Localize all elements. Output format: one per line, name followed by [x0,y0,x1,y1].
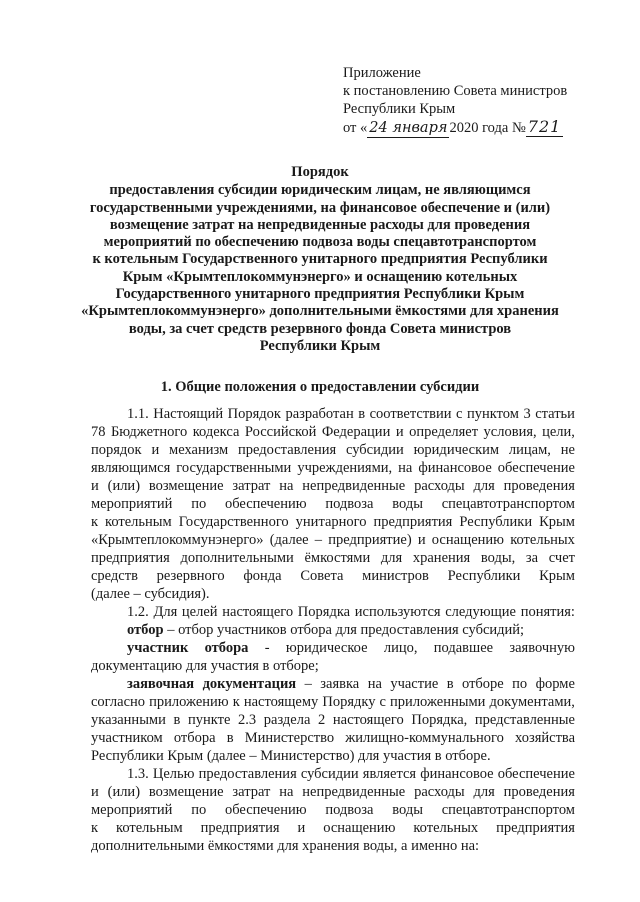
word: обеспечение [497,460,575,476]
word: отбора [173,730,216,746]
paragraph-line [91,783,575,801]
word: для [473,478,495,494]
word: является [362,766,417,782]
word: - [264,640,270,656]
paragraph-line [91,549,575,567]
word: приложенными [390,694,486,710]
word: статьи [535,406,575,422]
word: и [91,478,99,494]
word: на [279,478,294,494]
word: приложению [149,694,229,710]
word: обеспечению [224,802,307,818]
paragraph-line [91,747,575,765]
word: предприятия [373,514,453,530]
term-otbor-definition: – отбор участников отбора для предоставления субсидий; [163,622,525,638]
word: Совета [300,568,344,584]
word: котельных [413,820,479,836]
paragraph-line: документацию для участия в отборе; [91,658,319,674]
section-heading: 1. Общие положения о предоставлении субсидии [160,379,480,395]
word: к [91,514,99,530]
word: на [367,676,382,692]
date-suffix: 2020 года № [449,120,526,136]
word: и [297,820,306,836]
word: юридическим [413,442,500,458]
word: Федерации [321,424,391,440]
word: Республики [447,568,521,584]
word: проведения [503,478,575,494]
word: в [173,712,181,728]
word: спецавтотранспортом [441,496,575,512]
word: по [191,802,207,818]
word: (или) [107,784,141,800]
title-line: Государственного унитарного предприятия Республики Крым [115,286,525,303]
word: 3 [523,406,531,422]
term-word: документация [202,676,297,692]
word: не [560,442,575,458]
word: воды, [480,550,516,566]
paragraph-line [91,801,575,819]
word: отборе [462,676,504,692]
word: Настоящий [153,406,224,422]
word: возмещение [148,478,224,494]
word: возмещение [148,784,224,800]
word: целей [181,604,218,620]
title-line: воды, за счет средств резервного фонда Совета министров [128,320,512,337]
word: субсидии [300,766,359,782]
word: Порядку [322,694,376,710]
title-line: Крым «Крымтеплокоммунэнерго» и оснащению котельных [122,268,518,285]
word: настоящему [243,694,319,710]
paragraph-line [91,711,575,729]
word: государственными [176,460,292,476]
word: с [379,694,386,710]
word: воды [392,802,423,818]
document-body [91,405,575,855]
word: унитарного [295,514,367,530]
word: (или) [107,478,141,494]
word: счет [548,550,575,566]
word: 1.1. [127,406,149,422]
word: котельным [105,514,172,530]
paragraph-line [91,765,575,783]
appendix-label: Приложение [343,65,421,81]
word: предприятия [496,820,575,836]
appendix-republic: Республики Крым [343,101,456,117]
word: обеспечению [224,496,307,512]
word: подвоза [325,802,374,818]
word: Целью [152,766,195,782]
paragraph-line [91,603,575,621]
word: Крым [539,568,575,584]
word: в [446,676,454,692]
paragraph-line [91,405,575,423]
word: Порядка, [411,712,468,728]
word: следующие [445,604,516,620]
word: Министерство [244,730,335,746]
word: представленные [474,712,575,728]
word: учреждениями, [297,460,393,476]
word: в [358,406,366,422]
word: фонда [243,568,282,584]
word: жилищно-коммунального [345,730,504,746]
word: оснащению [323,820,396,836]
word: раздела [263,712,311,728]
word: Российской [244,424,317,440]
word: документами, [489,694,575,710]
appendix-date-line [343,118,623,138]
term-otbor: отбор [127,622,164,638]
word: форме [535,676,575,692]
word: средств [91,568,138,584]
word: министров [362,568,429,584]
appendix-block [343,64,623,138]
title-line: «Крымтеплокоммунэнерго» дополнительными ёмкостями для хранения [81,303,559,320]
word: воды [392,496,423,512]
paragraph-line [91,513,575,531]
word: Республики Крым (далее – Министерство) для участия в отборе. [91,748,491,764]
paragraph-line [91,477,575,495]
word: подвоза [325,496,374,512]
word: ёмкостями [304,550,371,566]
word: оснащению [431,532,504,548]
word: мероприятий [91,496,173,512]
word: кодекса [192,424,240,440]
word: согласно [91,694,146,710]
word: 1.2. [127,604,149,620]
word: настоящего [222,604,294,620]
word: – [314,532,323,548]
word: цели, [542,424,575,440]
word: разработан [285,406,354,422]
title-heading: Порядок [291,164,349,180]
paragraph-line [91,441,575,459]
word: 78 [91,424,106,440]
word: предоставления [198,766,297,782]
word: с [456,406,463,422]
term-uchastnik-line [91,639,575,657]
word: Порядок [227,406,281,422]
word: предприятие) [328,532,412,548]
word: пункте [187,712,231,728]
word: понятия: [520,604,575,620]
paragraph-line [91,495,575,513]
word: порядок [91,442,142,458]
word: настоящего [332,712,404,728]
word: и [417,532,426,548]
paragraph-line [91,423,575,441]
word: участие [390,676,439,692]
word: Бюджетного [110,424,188,440]
word: дополнительными [180,550,294,566]
word: 2 [318,712,326,728]
word: за [525,550,539,566]
word: заявочную [509,640,575,656]
word: заявка [320,676,360,692]
word: условия, [483,424,537,440]
paragraph-line [91,819,575,837]
word: Порядка [297,604,351,620]
word: на [398,460,413,476]
word: соответствии [369,406,452,422]
word: указанными [91,712,166,728]
word: по [191,496,207,512]
paragraph-line [91,585,575,603]
word: пунктом [467,406,519,422]
word: обеспечение [497,766,575,782]
word: к [232,694,240,710]
paragraph-line [91,531,575,549]
word: определяет [409,424,479,440]
word: котельным [116,820,183,836]
word: механизм [169,442,229,458]
handwritten-date: 24 января [369,120,448,136]
word: расходы [414,784,465,800]
word: (далее [269,532,309,548]
word: расходы [414,478,465,494]
term-zayavochnaya-line [91,675,575,693]
document-title [60,164,580,355]
word: являющимся [91,460,171,476]
word: (далее – субсидия). [91,586,210,602]
word: для [380,550,403,566]
word: финансовое [420,766,494,782]
paragraph-line [91,567,575,585]
word: подавшее [433,640,494,656]
title-line: возмещение затрат на непредвиденные расходы для проведения [109,216,531,233]
word: 2.3 [238,712,257,728]
word: спецавтотранспортом [441,802,575,818]
paragraph-line [91,837,575,855]
word: финансовое [418,460,492,476]
word: и [395,424,404,440]
word: непредвиденные [302,478,406,494]
word: котельных [510,532,575,548]
word: предприятия [200,820,280,836]
handwritten-number: 721 [527,117,562,136]
word: лицам, [508,442,551,458]
title-line: мероприятий по обеспечению подвоза воды спецавтотранспортом [103,234,537,251]
word: хранения [412,550,471,566]
word: используются [354,604,441,620]
word: по [512,676,528,692]
word: Республики [459,514,533,530]
word: Государственного [178,514,289,530]
word: лицо, [383,640,418,656]
word: предприятия [91,550,170,566]
date-prefix: от « [343,120,368,136]
word: в [226,730,234,746]
paragraph-line [91,693,575,711]
word: Крым [539,514,575,530]
word: проведения [503,784,575,800]
word: затрат [232,784,271,800]
term-word: заявочная [127,676,195,692]
word: хозяйства [515,730,575,746]
word: «Крымтеплокоммунэнерго» [91,532,264,548]
term-otbor-line [91,621,575,639]
title-line: государственными учреждениями, на финансовое обеспечение и (или) [89,199,551,216]
title-line: Республики Крым [259,337,381,354]
word: и [91,784,99,800]
term-word: участник [127,640,189,656]
word: Для [153,604,178,620]
word: к [91,820,99,836]
word: непредвиденные [302,784,406,800]
title-line: предоставления субсидии юридическим лицам, не являющимся [109,182,531,199]
paragraph-line [91,459,575,477]
word: затрат [232,478,271,494]
word: и [151,442,160,458]
word: участником [91,730,163,746]
word: для [473,784,495,800]
word: мероприятий [91,802,173,818]
title-line: к котельным Государственного унитарного предприятия Республики [92,251,548,268]
word: субсидии [345,442,404,458]
word: дополнительными ёмкостями для хранения воды, а именно на: [91,838,480,854]
appendix-resolution: к постановлению Совета министров [343,83,568,99]
word: на [279,784,294,800]
word: – [304,676,312,692]
term-word: отбора [204,640,249,656]
word: резервного [156,568,225,584]
paragraph-line [91,729,575,747]
word: предоставления [238,442,337,458]
word: 1.3. [127,766,149,782]
word: юридическое [285,640,368,656]
